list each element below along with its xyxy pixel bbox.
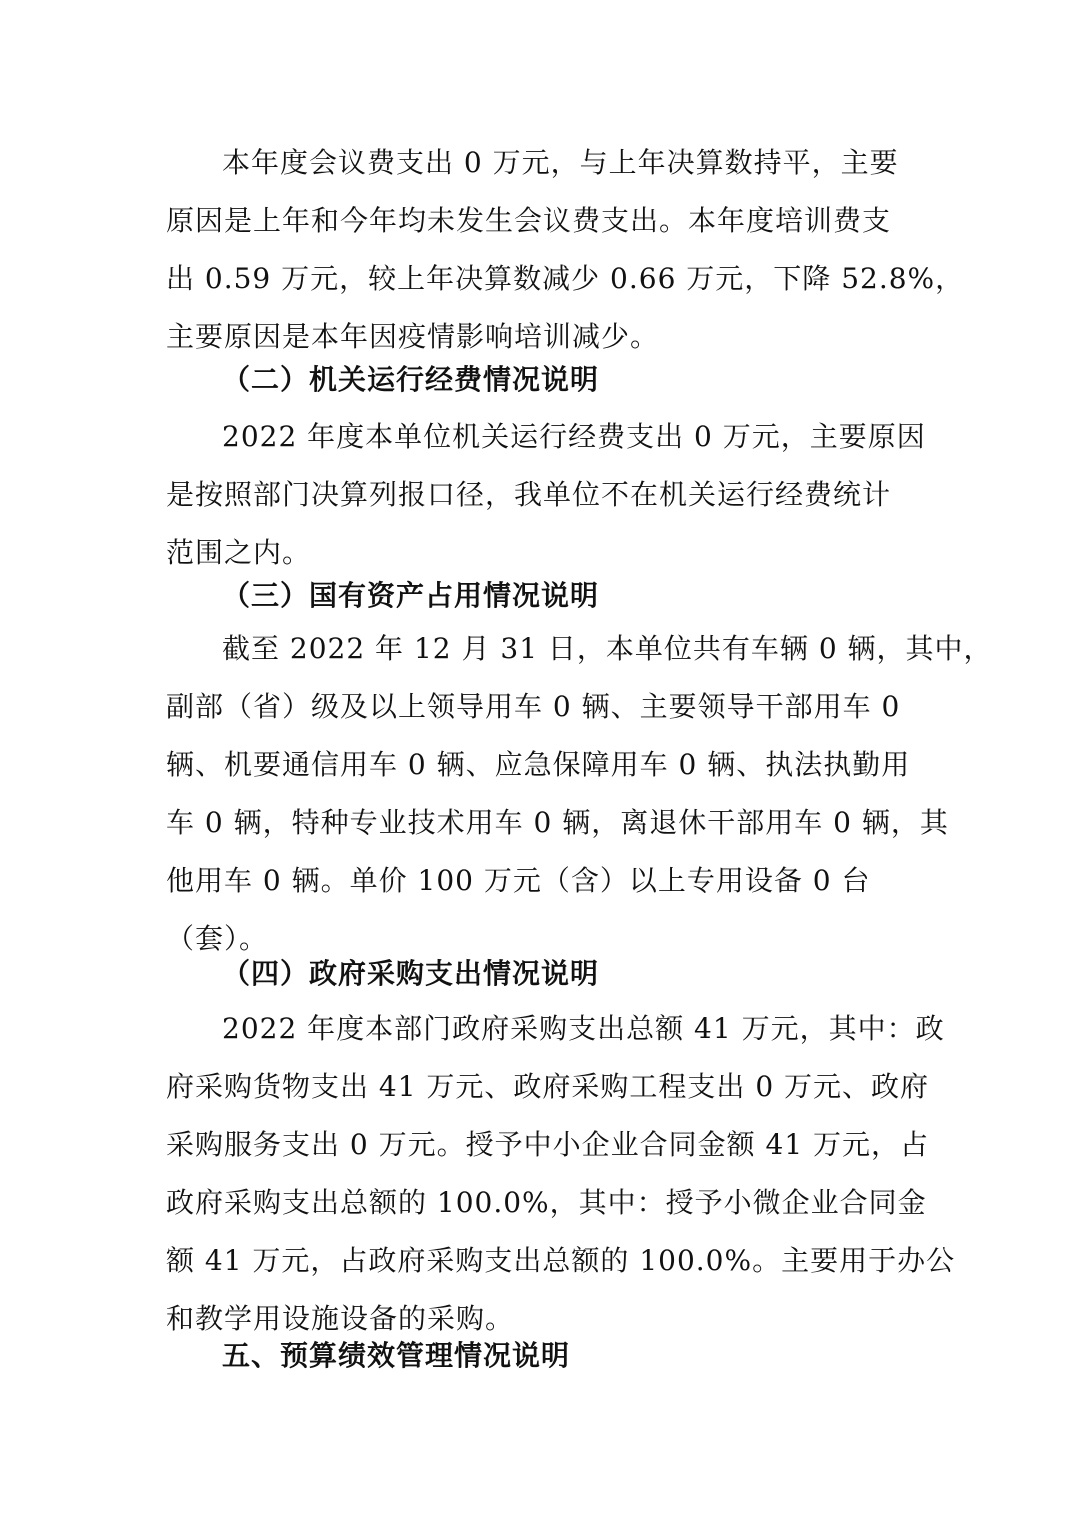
paragraph-state-assets bbox=[166, 620, 993, 968]
paragraph-procurement bbox=[166, 1000, 956, 1348]
paragraph-operating-costs bbox=[166, 408, 926, 582]
section-heading-operating-costs bbox=[166, 350, 926, 410]
text-line: 额 41 万元，占政府采购支出总额的 100.0%。主要用于办公 bbox=[166, 1244, 956, 1277]
text-line: （套）。 bbox=[166, 922, 269, 955]
heading-text: （二）机关运行经费情况说明 bbox=[222, 363, 600, 396]
text-line: 原因是上年和今年均未发生会议费支出。本年度培训费支 bbox=[166, 204, 892, 237]
text-line: 政府采购支出总额的 100.0%，其中：授予小微企业合同金 bbox=[166, 1186, 927, 1219]
text-line: 采购服务支出 0 万元。授予中小企业合同金额 41 万元，占 bbox=[166, 1128, 930, 1161]
text-line: 他用车 0 辆。单价 100 万元（含）以上专用设备 0 台 bbox=[166, 864, 871, 897]
heading-text: （三）国有资产占用情况说明 bbox=[222, 579, 600, 612]
text-line: 副部（省）级及以上领导用车 0 辆、主要领导干部用车 0 bbox=[166, 690, 901, 723]
text-line: 截至 2022 年 12 月 31 日，本单位共有车辆 0 辆，其中， bbox=[222, 632, 993, 665]
text-line: 车 0 辆，特种专业技术用车 0 辆，离退休干部用车 0 辆，其 bbox=[166, 806, 949, 839]
heading-text: 五、预算绩效管理情况说明 bbox=[222, 1339, 571, 1372]
text-line: 是按照部门决算列报口径，我单位不在机关运行经费统计 bbox=[166, 478, 892, 511]
text-line: 主要原因是本年因疫情影响培训减少。 bbox=[166, 320, 660, 353]
text-line: 辆、机要通信用车 0 辆、应急保障用车 0 辆、执法执勤用 bbox=[166, 748, 911, 781]
heading-text: （四）政府采购支出情况说明 bbox=[222, 957, 600, 990]
text-line: 本年度会议费支出 0 万元，与上年决算数持平，主要 bbox=[222, 146, 899, 179]
section-heading-procurement bbox=[166, 944, 926, 1004]
text-line: 和教学用设施设备的采购。 bbox=[166, 1302, 515, 1335]
section-heading-performance-management bbox=[166, 1326, 926, 1386]
paragraph-meeting-training-fees bbox=[166, 134, 965, 366]
text-line: 府采购货物支出 41 万元、政府采购工程支出 0 万元、政府 bbox=[166, 1070, 930, 1103]
section-heading-state-assets bbox=[166, 566, 926, 626]
text-line: 范围之内。 bbox=[166, 536, 312, 569]
text-line: 2022 年度本部门政府采购支出总额 41 万元，其中：政 bbox=[222, 1012, 945, 1045]
text-line: 2022 年度本单位机关运行经费支出 0 万元，主要原因 bbox=[222, 420, 926, 453]
text-line: 出 0.59 万元，较上年决算数减少 0.66 万元，下降 52.8%， bbox=[166, 262, 965, 295]
